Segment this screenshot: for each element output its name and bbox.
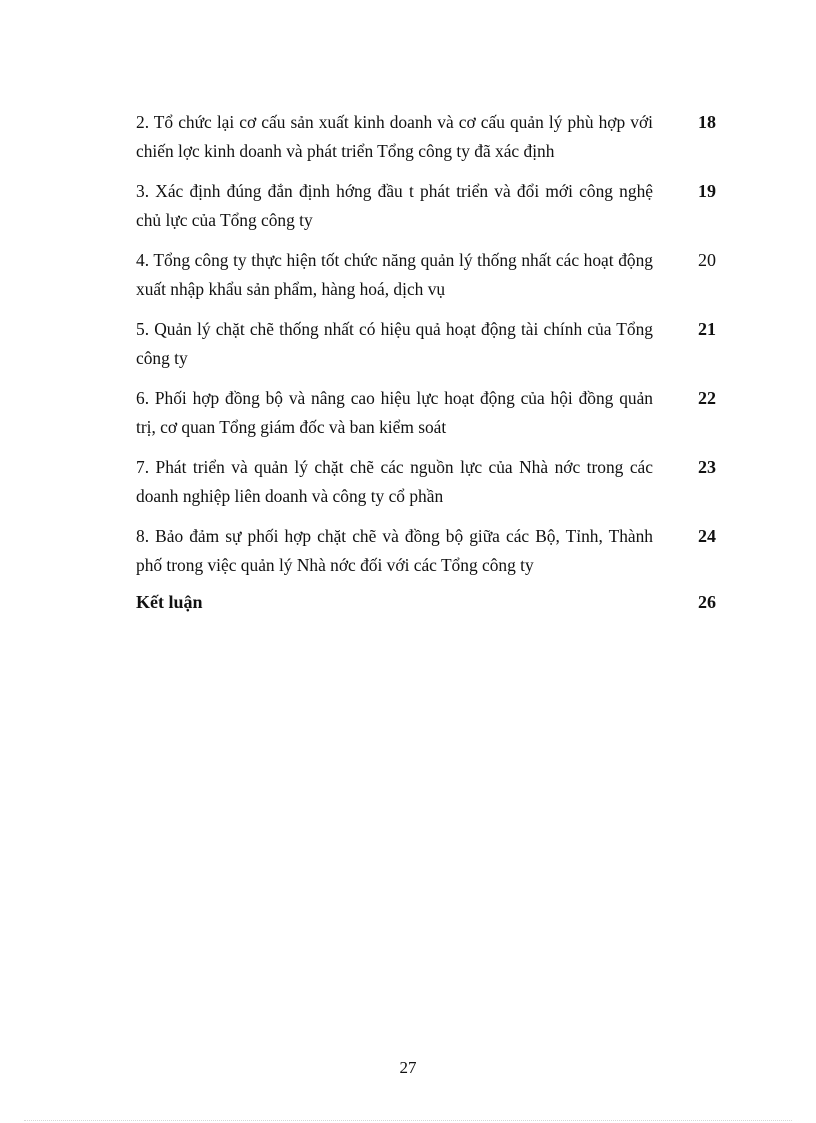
page-bottom-divider <box>24 1120 792 1121</box>
toc-entry <box>136 453 716 511</box>
toc-entry-title: 6. Phối hợp đồng bộ và nâng cao hiệu lực hoạt động của hội đồng quản trị, cơ quan Tổng giám đốc và ban kiểm soát <box>136 388 653 437</box>
toc-entry-title: 2. Tổ chức lại cơ cấu sản xuất kinh doanh và cơ cấu quản lý phù hợp với chiến lợc kinh doanh và phát triển Tổng công ty đã xác định <box>136 112 653 161</box>
toc-page-number: 20 <box>698 250 716 270</box>
toc-entry-title: 8. Bảo đảm sự phối hợp chặt chẽ và đồng bộ giữa các Bộ, Tỉnh, Thành phố trong việc quản lý Nhà nớc đối với các Tổng công ty <box>136 526 653 575</box>
toc-entry-title: 4. Tổng công ty thực hiện tốt chức năng quản lý thống nhất các hoạt động xuất nhập khẩu sản phẩm, hàng hoá, dịch vụ <box>136 250 653 299</box>
toc-page-number: 21 <box>698 319 716 339</box>
toc-entry <box>136 384 716 442</box>
toc-page-number: 23 <box>698 457 716 477</box>
toc-entry-title: 3. Xác định đúng đắn định hớng đầu t phát triển và đổi mới công nghệ chủ lực của Tổng công ty <box>136 181 653 230</box>
toc-entry-title: 5. Quản lý chặt chẽ thống nhất có hiệu quả hoạt động tài chính của Tổng công ty <box>136 319 653 368</box>
toc-entry <box>136 246 716 304</box>
toc-conclusion-page-number: 26 <box>698 592 716 612</box>
toc-entry-title: 7. Phát triển và quản lý chặt chẽ các nguồn lực của Nhà nớc trong các doanh nghiệp liên doanh và công ty cổ phần <box>136 457 653 506</box>
page-footer-number: 27 <box>399 1058 417 1077</box>
toc-entry <box>136 315 716 373</box>
toc-entry <box>136 522 716 580</box>
toc-page-number: 18 <box>698 112 716 132</box>
table-of-contents <box>136 108 716 617</box>
toc-entry-conclusion <box>136 588 716 617</box>
toc-entry <box>136 177 716 235</box>
toc-page-number: 24 <box>698 526 716 546</box>
toc-conclusion-title: Kết luận <box>136 592 203 612</box>
toc-page-number: 22 <box>698 388 716 408</box>
toc-entry <box>136 108 716 166</box>
toc-page-number: 19 <box>698 181 716 201</box>
